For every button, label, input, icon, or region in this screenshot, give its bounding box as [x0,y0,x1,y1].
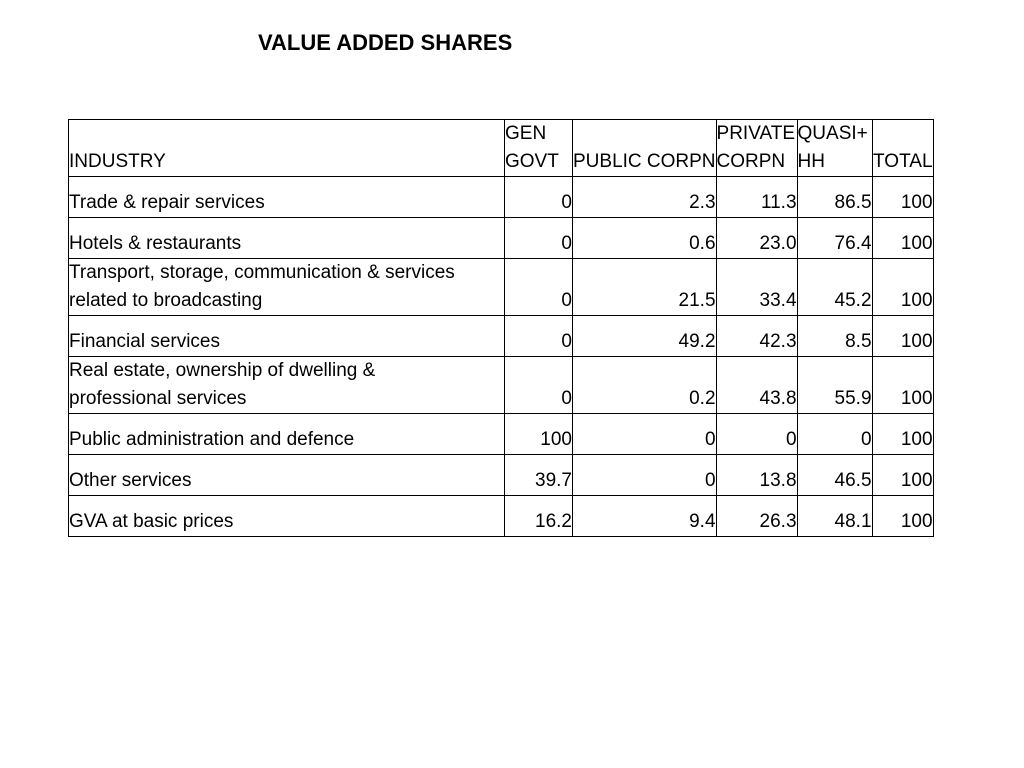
cell-industry: Real estate, ownership of dwelling & professional services [69,357,505,414]
cell-industry: Transport, storage, communication & services related to broadcasting [69,259,505,316]
table-row [69,496,934,537]
cell-quasi-hh: 46.5 [797,455,872,496]
cell-public-corpn: 21.5 [573,259,717,316]
cell-public-corpn: 0.2 [573,357,717,414]
header-industry: INDUSTRY [69,120,505,177]
cell-private-corpn: 11.3 [716,177,797,218]
cell-quasi-hh: 55.9 [797,357,872,414]
table-row [69,357,934,414]
cell-total: 100 [872,259,933,316]
header-gen-govt: GEN GOVT [505,120,573,177]
table-header-row [69,120,934,177]
value-added-shares-table [68,119,934,537]
cell-industry: Financial services [69,316,505,357]
cell-industry: GVA at basic prices [69,496,505,537]
cell-total: 100 [872,455,933,496]
cell-industry: Hotels & restaurants [69,218,505,259]
table-row [69,177,934,218]
cell-public-corpn: 0 [573,414,717,455]
cell-quasi-hh: 86.5 [797,177,872,218]
cell-private-corpn: 43.8 [716,357,797,414]
cell-industry: Trade & repair services [69,177,505,218]
table-row [69,455,934,496]
header-public-corpn: PUBLIC CORPN [573,120,717,177]
cell-gen-govt: 39.7 [505,455,573,496]
cell-public-corpn: 0 [573,455,717,496]
cell-gen-govt: 16.2 [505,496,573,537]
cell-total: 100 [872,218,933,259]
table-row [69,218,934,259]
cell-industry: Other services [69,455,505,496]
table-row [69,316,934,357]
cell-total: 100 [872,316,933,357]
cell-quasi-hh: 48.1 [797,496,872,537]
cell-public-corpn: 2.3 [573,177,717,218]
cell-total: 100 [872,177,933,218]
page-title: VALUE ADDED SHARES [258,30,513,55]
cell-private-corpn: 13.8 [716,455,797,496]
cell-private-corpn: 26.3 [716,496,797,537]
cell-public-corpn: 0.6 [573,218,717,259]
cell-gen-govt: 0 [505,218,573,259]
cell-gen-govt: 100 [505,414,573,455]
cell-total: 100 [872,357,933,414]
cell-quasi-hh: 76.4 [797,218,872,259]
cell-private-corpn: 23.0 [716,218,797,259]
cell-private-corpn: 42.3 [716,316,797,357]
cell-gen-govt: 0 [505,316,573,357]
cell-gen-govt: 0 [505,177,573,218]
cell-quasi-hh: 8.5 [797,316,872,357]
cell-total: 100 [872,414,933,455]
cell-gen-govt: 0 [505,357,573,414]
table-row [69,259,934,316]
table-row [69,414,934,455]
cell-total: 100 [872,496,933,537]
cell-private-corpn: 0 [716,414,797,455]
cell-quasi-hh: 0 [797,414,872,455]
cell-public-corpn: 49.2 [573,316,717,357]
cell-public-corpn: 9.4 [573,496,717,537]
cell-industry: Public administration and defence [69,414,505,455]
header-total: TOTAL [872,120,933,177]
cell-gen-govt: 0 [505,259,573,316]
cell-private-corpn: 33.4 [716,259,797,316]
header-quasi-hh: QUASI+ HH [797,120,872,177]
cell-quasi-hh: 45.2 [797,259,872,316]
header-private-corpn: PRIVATE CORPN [716,120,797,177]
